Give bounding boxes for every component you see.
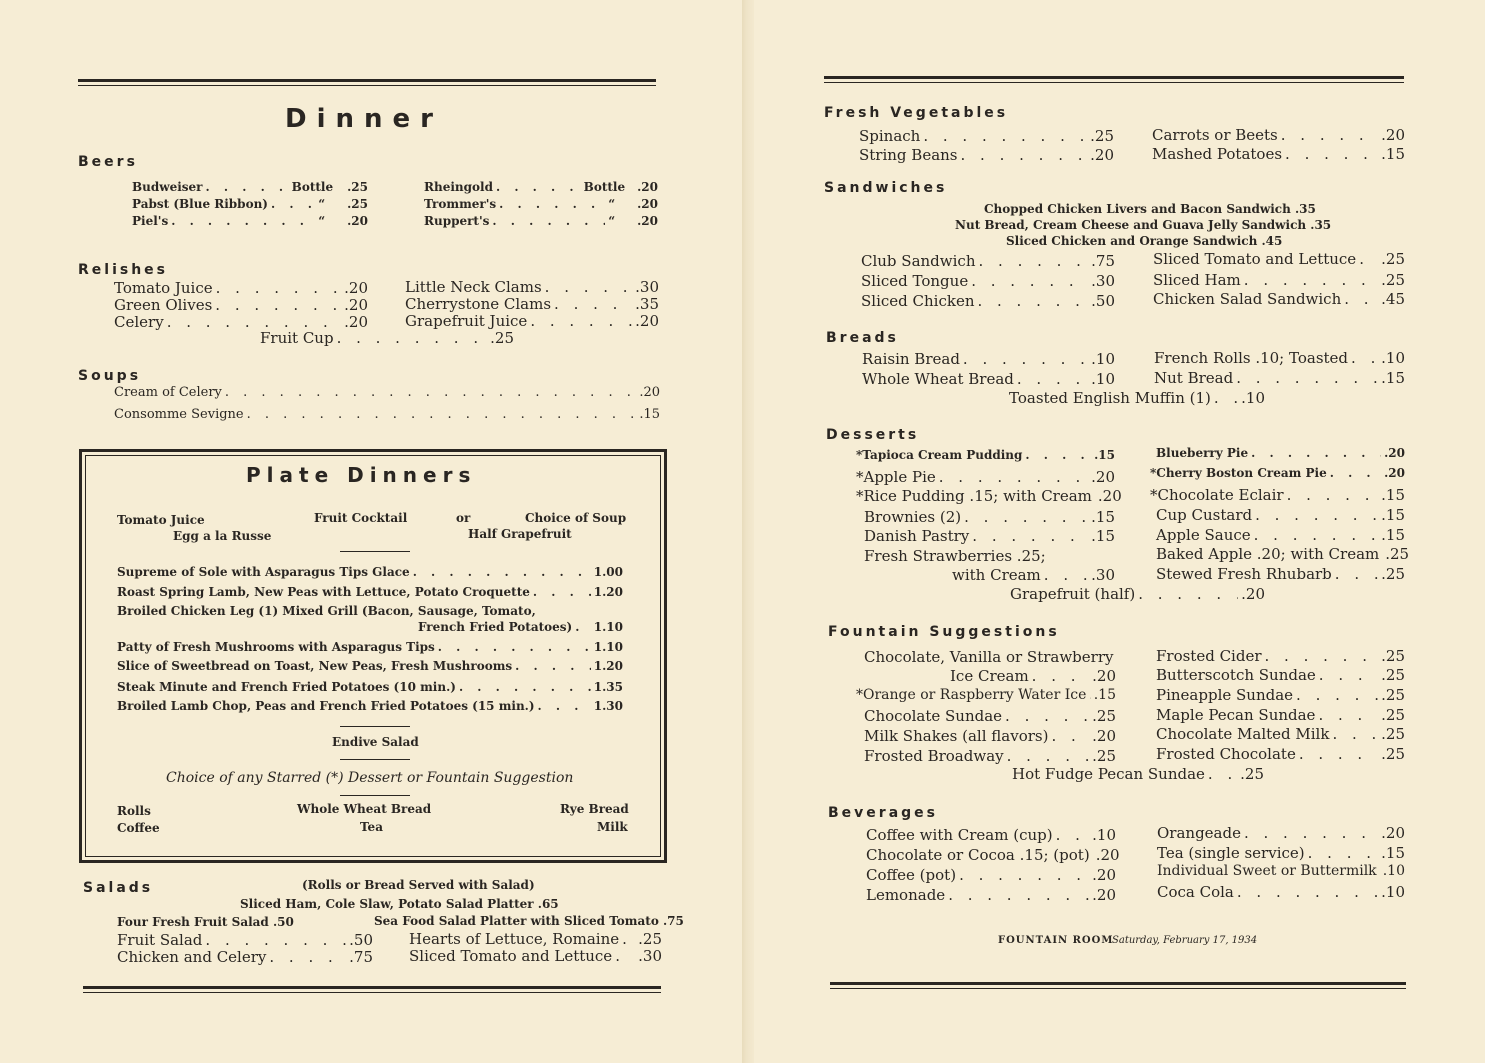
- menu-item: *Apple Pie . . . .20: [856, 468, 1115, 486]
- menu-item: Mashed Potatoes . . . .15: [1152, 145, 1405, 163]
- menu-item: String Beans . . . .20: [859, 146, 1114, 164]
- menu-item: Sliced Chicken . . . .50: [861, 292, 1115, 310]
- menu-item: Butterscotch Sundae . . . .25: [1156, 666, 1405, 684]
- menu-item: Chicken and Celery . . . .75: [117, 948, 373, 966]
- page-title: Dinner: [285, 104, 443, 134]
- menu-item: Individual Sweet or Buttermilk . . . .10: [1157, 863, 1405, 879]
- footer-date: Saturday, February 17, 1934: [1112, 935, 1258, 946]
- top-rule: [78, 79, 656, 82]
- starter-tomato-juice: Tomato Juice: [117, 513, 205, 527]
- menu-item: Toasted English Muffin (1) . . . .10: [1009, 389, 1265, 407]
- menu-item: Budweiser . . . Bottle .25: [132, 180, 368, 194]
- menu-item: Sliced Tomato and Lettuce . . . .30: [409, 947, 662, 965]
- menu-item: Club Sandwich . . . .75: [861, 252, 1115, 270]
- divider: [340, 726, 410, 727]
- entree-row: Steak Minute and French Fried Potatoes (10 min.) . . . 1.35: [117, 680, 623, 694]
- beverages-heading: Beverages: [828, 805, 938, 821]
- menu-item: Ice Cream . . . .20: [950, 667, 1116, 685]
- starter-choice-soup: Choice of Soup: [525, 511, 627, 525]
- divider: [340, 759, 410, 760]
- entree-row: Slice of Sweetbread on Toast, New Peas, Fresh Mushrooms . . . 1.20: [117, 659, 623, 673]
- menu-item: Hot Fudge Pecan Sundae . . . .25: [1012, 765, 1264, 783]
- fountain-heading: Fountain Suggestions: [828, 624, 1060, 640]
- menu-item: Tea (single service) . . . .15: [1157, 844, 1405, 862]
- menu-item: Chocolate Sundae . . . .25: [864, 707, 1116, 725]
- menu-item: Chocolate, Vanilla or Strawberry: [864, 648, 1114, 666]
- choice-note: Choice of any Starred (*) Dessert or Fountain Suggestion: [166, 770, 574, 786]
- menu-item: Coffee (pot) . . . .20: [866, 866, 1116, 884]
- menu-item: Fruit Salad . . . .50: [117, 931, 373, 949]
- menu-item: Chicken Salad Sandwich . . . .45: [1153, 290, 1405, 308]
- menu-item: Green Olives . . . .20: [114, 296, 368, 314]
- menu-item: Coca Cola . . . .10: [1157, 883, 1405, 901]
- menu-item: Lemonade . . . .20: [866, 886, 1116, 904]
- menu-item: Nut Bread . . . .15: [1154, 369, 1405, 387]
- side-milk: Milk: [597, 820, 628, 834]
- menu-item: Coffee with Cream (cup) . . . .10: [866, 826, 1116, 844]
- sandwich-special: Sliced Chicken and Orange Sandwich .45: [1006, 234, 1283, 248]
- left-page: [0, 0, 742, 1063]
- menu-item: Cherrystone Clams . . . .35: [405, 295, 659, 313]
- relishes-heading: Relishes: [78, 262, 169, 278]
- salads-note: (Rolls or Bread Served with Salad): [302, 878, 535, 892]
- menu-item: Fruit Cup . . . .25: [260, 329, 514, 347]
- menu-item: Ruppert's . . . “ .20: [424, 214, 658, 228]
- menu-item: Fresh Strawberries .25;: [864, 547, 1046, 565]
- menu-item: Grapefruit Juice . . . .20: [405, 312, 659, 330]
- endive-salad: Endive Salad: [332, 735, 419, 749]
- menu-item: Chocolate Malted Milk . . . .25: [1156, 725, 1405, 743]
- entree-row: Supreme of Sole with Asparagus Tips Glace . . . 1.00: [117, 565, 623, 579]
- plate-dinners-heading: Plate Dinners: [246, 463, 477, 487]
- menu-item: with Cream . . . .30: [952, 566, 1115, 584]
- menu-item: Grapefruit (half) . . . .20: [1010, 585, 1265, 603]
- menu-item: Baked Apple .20; with Cream .25: [1156, 545, 1410, 563]
- desserts-heading: Desserts: [826, 427, 920, 443]
- salads-heading: Salads: [83, 880, 154, 896]
- menu-item: *Tapioca Cream Pudding . . . .15: [856, 448, 1115, 462]
- sandwiches-heading: Sandwiches: [824, 180, 948, 196]
- menu-item: Apple Sauce . . . .15: [1156, 526, 1405, 544]
- menu-item: Sliced Tongue . . . .30: [861, 272, 1115, 290]
- menu-item: Sliced Tomato and Lettuce . . . .25: [1153, 250, 1405, 268]
- menu-item: Milk Shakes (all flavors) . . . .20: [864, 727, 1116, 745]
- menu-item: Maple Pecan Sundae . . . .25: [1156, 706, 1405, 724]
- salads-platter: Sliced Ham, Cole Slaw, Potato Salad Platter .65: [240, 897, 559, 911]
- menu-item: Pabst (Blue Ribbon) . . . “ .25: [132, 197, 368, 211]
- menu-item: Consomme Sevigne . . . .15: [114, 407, 660, 422]
- menu-item: Spinach . . . .25: [859, 127, 1114, 145]
- divider: [340, 795, 410, 796]
- divider: [340, 551, 410, 552]
- menu-item: Carrots or Beets . . . .20: [1152, 126, 1405, 144]
- menu-item: Cream of Celery . . . .20: [114, 385, 660, 400]
- breads-heading: Breads: [826, 330, 899, 346]
- side-rye: Rye Bread: [560, 802, 629, 816]
- starter-or: or: [456, 511, 471, 525]
- side-whole-wheat: Whole Wheat Bread: [297, 802, 432, 816]
- menu-item: *Rice Pudding .15; with Cream .20: [856, 487, 1122, 505]
- salads-sea-food: Sea Food Salad Platter with Sliced Tomato .75: [374, 914, 684, 928]
- menu-item: Orangeade . . . .20: [1157, 824, 1405, 842]
- menu-item: Rheingold . . . Bottle .20: [424, 180, 658, 194]
- menu-item: Cup Custard . . . .15: [1156, 506, 1405, 524]
- entree-row: Patty of Fresh Mushrooms with Asparagus Tips . . . 1.10: [117, 640, 623, 654]
- footer-room: FOUNTAIN ROOM: [998, 935, 1114, 946]
- menu-item: Hearts of Lettuce, Romaine . . . .25: [409, 930, 662, 948]
- menu-item: Brownies (2) . . . .15: [864, 508, 1115, 526]
- salads-four-fruit: Four Fresh Fruit Salad .50: [117, 915, 294, 929]
- menu-item: Tomato Juice . . . .20: [114, 279, 368, 297]
- sandwich-special: Nut Bread, Cream Cheese and Guava Jelly Sandwich .35: [955, 218, 1332, 232]
- menu-item: Frosted Broadway . . . .25: [864, 747, 1116, 765]
- sandwich-special: Chopped Chicken Livers and Bacon Sandwich .35: [984, 202, 1316, 216]
- soups-heading: Soups: [78, 368, 142, 384]
- menu-item: Stewed Fresh Rhubarb . . . .25: [1156, 565, 1405, 583]
- entree-row: French Fried Potatoes) . . . 1.10: [418, 620, 623, 634]
- menu-item: Frosted Cider . . . .25: [1156, 647, 1405, 665]
- menu-item: Piel's . . . “ .20: [132, 214, 368, 228]
- starter-egg: Egg a la Russe: [173, 529, 272, 543]
- menu-item: Celery . . . .20: [114, 313, 368, 331]
- menu-item: Danish Pastry . . . .15: [864, 527, 1115, 545]
- entree-row: Roast Spring Lamb, New Peas with Lettuce, Potato Croquette . . . 1.20: [117, 585, 623, 599]
- menu-item: *Orange or Raspberry Water Ice . . . .15: [856, 687, 1116, 703]
- menu-item: Sliced Ham . . . .25: [1153, 271, 1405, 289]
- entree-row: Broiled Chicken Leg (1) Mixed Grill (Bacon, Sausage, Tomato,: [117, 604, 536, 618]
- menu-item: Blueberry Pie . . . .20: [1156, 446, 1405, 460]
- beers-heading: Beers: [78, 154, 138, 170]
- menu-item: Chocolate or Cocoa .15; (pot) .20: [866, 846, 1120, 864]
- menu-item: Trommer's . . . “ .20: [424, 197, 658, 211]
- menu-item: Pineapple Sundae . . . .25: [1156, 686, 1405, 704]
- side-rolls: Rolls: [117, 804, 151, 818]
- bottom-rule: [830, 982, 1406, 985]
- menu-item: Raisin Bread . . . .10: [862, 350, 1115, 368]
- bottom-rule: [83, 986, 661, 989]
- menu-item: Little Neck Clams . . . .30: [405, 278, 659, 296]
- menu-item: *Chocolate Eclair . . . .15: [1150, 486, 1405, 504]
- side-tea: Tea: [360, 820, 383, 834]
- menu-item: Whole Wheat Bread . . . .10: [862, 370, 1115, 388]
- starter-fruit-cocktail: Fruit Cocktail: [314, 511, 408, 525]
- menu-item: *Cherry Boston Cream Pie . . . .20: [1150, 466, 1405, 480]
- menu-item: French Rolls .10; Toasted . . . .10: [1154, 349, 1405, 367]
- entree-row: Broiled Lamb Chop, Peas and French Fried Potatoes (15 min.) . . . 1.30: [117, 699, 623, 713]
- vegetables-heading: Fresh Vegetables: [824, 105, 1009, 121]
- menu-item: Frosted Chocolate . . . .25: [1156, 745, 1405, 763]
- right-page: [754, 0, 1485, 1063]
- top-rule: [824, 76, 1404, 79]
- starter-half-grapefruit: Half Grapefruit: [468, 527, 572, 541]
- page-fold: [742, 0, 754, 1063]
- side-coffee: Coffee: [117, 821, 160, 835]
